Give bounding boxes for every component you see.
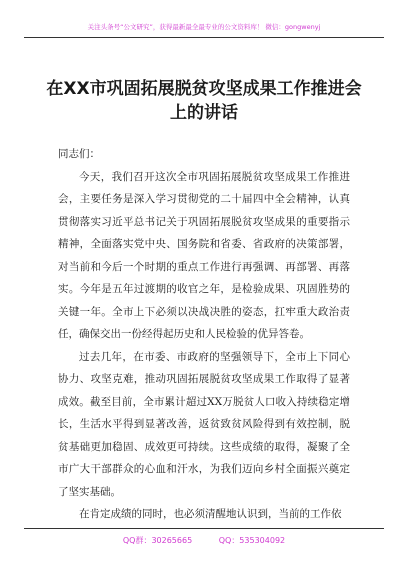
paragraph-3: 在肯定成绩的同时，也必须清醒地认识到，当前的工作依 bbox=[79, 508, 342, 520]
page-footer bbox=[24, 528, 384, 546]
footer-qq: QQ：535304092 bbox=[218, 536, 286, 545]
footer-qq-group: QQ群：30265665 bbox=[122, 536, 193, 545]
paragraph-2: 过去几年，在市委、市政府的坚强领导下，全市上下同心协力、攻坚克难，推动巩固拓展脱贫攻坚成果工作取得了显著成效。截至目前，全市累计超过XX万脱贫人口收入持续稳定增长，生活水平得到显著改善，返贫致贫风险得到有效控制，脱贫基础更加稳固、成效更可持续。这些成绩的取得，凝聚了全市广大干部群众的心血和汗水，为我们迈向乡村全面振兴奠定了坚实基础。 bbox=[58, 350, 350, 498]
document-body bbox=[58, 143, 350, 526]
page-header bbox=[24, 22, 384, 38]
document-title: 在XX市巩固拓展脱贫攻坚成果工作推进会上的讲话 bbox=[46, 79, 362, 123]
paragraph-1: 今天，我们召开这次全市巩固拓展脱贫攻坚成果工作推进会，主要任务是深入学习贯彻党的二十届四中全会精神，认真贯彻落实习近平总书记关于巩固拓展脱贫攻坚成果的重要指示精神，全面落实党中央、国务院和省委、省政府的决策部署，对当前和今后一个时期的重点工作进行再强调、再部署、再落实。今年是五年过渡期的收官之年，是检验成果、巩固胜势的关键一年。全市上下必须以决战决胜的姿态，扛牢重大政治责任，确保交出一份经得起历史和人民检验的优异答卷。 bbox=[58, 170, 350, 340]
salutation: 同志们： bbox=[58, 148, 100, 160]
header-text: 关注头条号“公文研究”，获得最新最全最专业的公文资料库！ 微信：gongwenyj bbox=[87, 23, 321, 31]
